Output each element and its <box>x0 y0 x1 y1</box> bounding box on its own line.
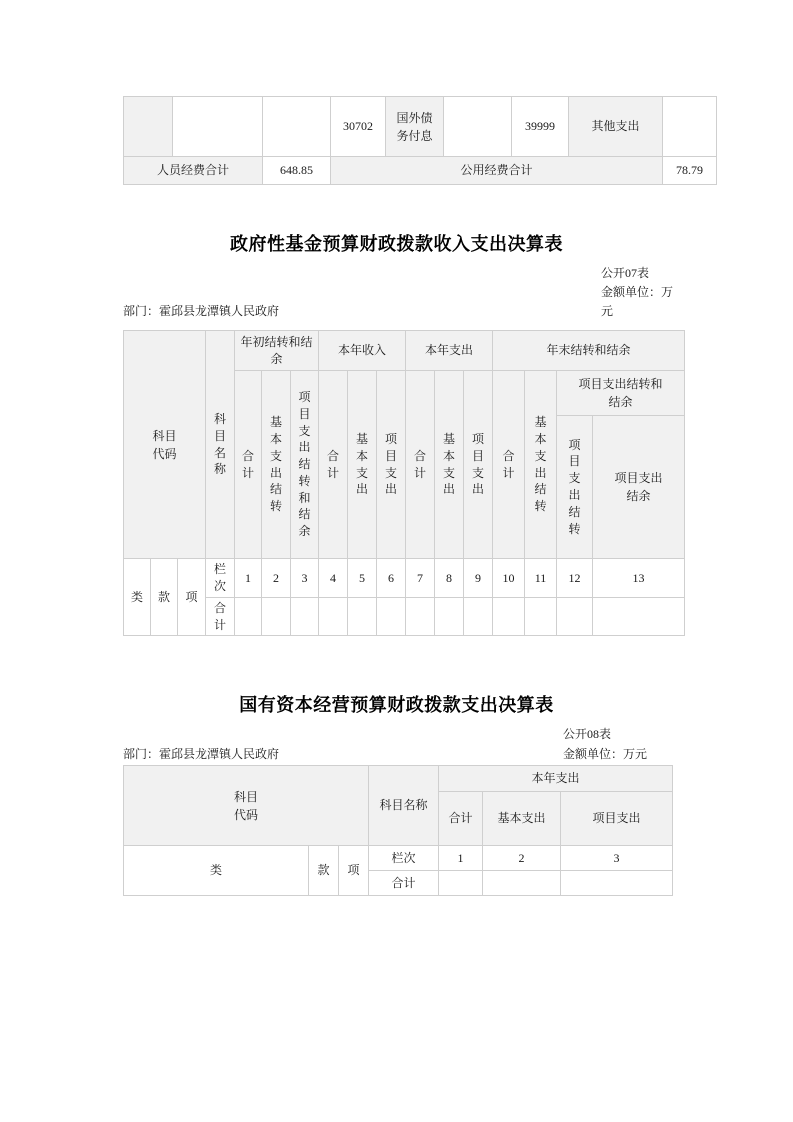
item-cell: 项 <box>178 559 206 636</box>
econ-code-cell: 39999 <box>512 97 569 157</box>
begin-basic-carryover-text: 基本支出结转 <box>269 415 282 514</box>
fund-table-title: 政府性基金预算财政拨款收入支出决算表 <box>230 234 563 254</box>
column-index-1: 1 <box>439 846 483 871</box>
end-project-subgroup-header <box>557 371 685 416</box>
empty-value-cell <box>483 871 561 896</box>
expense-basic-header: 基本支出 <box>483 792 561 846</box>
column-index-7: 7 <box>406 559 435 598</box>
sheet-number-08: 公开08表 <box>563 727 612 741</box>
income-project-header <box>377 371 406 559</box>
column-index-11: 11 <box>525 559 557 598</box>
amount-unit-08: 金额单位：万元 <box>563 747 648 761</box>
income-total-header <box>319 371 348 559</box>
amount-unit-07: 金额单位：万元 <box>601 285 674 319</box>
subject-code-header <box>124 766 369 846</box>
basic-expenditure-table-fragment <box>123 96 717 185</box>
column-index-3: 3 <box>291 559 319 598</box>
total-row-label <box>206 598 235 636</box>
empty-value-cell <box>593 598 685 636</box>
year-expense-group-header: 本年支出 <box>439 766 673 792</box>
income-basic-header <box>348 371 377 559</box>
empty-cell <box>124 97 173 157</box>
public-funds-total-label: 公用经费合计 <box>331 157 663 185</box>
column-index-9: 9 <box>464 559 493 598</box>
end-project-balance-header <box>593 416 685 559</box>
column-index-1: 1 <box>235 559 262 598</box>
begin-total-text: 合计 <box>241 448 254 480</box>
subject-code-text: 科目代码 <box>233 789 258 822</box>
expense-project-header <box>464 371 493 559</box>
year-expense-group-header: 本年支出 <box>406 331 493 371</box>
column-index-10: 10 <box>493 559 525 598</box>
expense-total-header: 合计 <box>439 792 483 846</box>
expense-basic-text: 基本支出 <box>442 431 455 497</box>
empty-value-cell <box>377 598 406 636</box>
year-income-group-header: 本年收入 <box>319 331 406 371</box>
begin-basic-carryover-header <box>262 371 291 559</box>
capital-table-title: 国有资本经营预算财政拨款支出决算表 <box>239 695 554 715</box>
sheet-number-07: 公开07表 <box>601 266 650 280</box>
fund-budget-table <box>123 330 685 636</box>
empty-value-cell <box>291 598 319 636</box>
empty-value-cell <box>464 598 493 636</box>
empty-value-cell <box>439 871 483 896</box>
empty-value-cell <box>525 598 557 636</box>
expense-project-text: 项目支出 <box>471 431 484 497</box>
column-index-8: 8 <box>435 559 464 598</box>
column-index-13: 13 <box>593 559 685 598</box>
empty-cell <box>173 97 263 157</box>
end-basic-carryover-header <box>525 371 557 559</box>
end-balance-group-header: 年末结转和结余 <box>493 331 685 371</box>
end-total-text: 合计 <box>502 448 515 480</box>
column-index-12: 12 <box>557 559 593 598</box>
empty-value-cell <box>348 598 377 636</box>
column-index-5: 5 <box>348 559 377 598</box>
income-basic-text: 基本支出 <box>355 431 368 497</box>
column-index-6: 6 <box>377 559 406 598</box>
empty-value-cell <box>557 598 593 636</box>
column-index-2: 2 <box>483 846 561 871</box>
column-index-4: 4 <box>319 559 348 598</box>
department-line-07: 部门：霍邱县龙潭镇人民政府 <box>123 304 280 318</box>
begin-project-carryover-header <box>291 371 319 559</box>
econ-name-cell: 其他支出 <box>569 97 663 157</box>
end-project-subgroup-text: 项目支出结转和结余 <box>578 377 663 409</box>
end-project-carryover-header <box>557 416 593 559</box>
column-index-3: 3 <box>561 846 673 871</box>
expense-project-header: 项目支出 <box>561 792 673 846</box>
expense-basic-header <box>435 371 464 559</box>
column-index-label <box>206 559 235 598</box>
subject-name-header <box>206 331 235 559</box>
empty-cell <box>663 97 717 157</box>
public-funds-total-value: 78.79 <box>663 157 717 185</box>
end-basic-carryover-text: 基本支出结转 <box>534 415 547 514</box>
personnel-total-value: 648.85 <box>263 157 331 185</box>
item-cell: 项 <box>339 846 369 896</box>
econ-code-cell: 30702 <box>331 97 386 157</box>
econ-name-text: 国外债务付息 <box>396 110 433 143</box>
begin-project-carryover-text: 项目支出结转和结余 <box>298 389 311 539</box>
column-index-2: 2 <box>262 559 291 598</box>
subject-name-header: 科目名称 <box>369 766 439 846</box>
income-project-text: 项目支出 <box>384 431 397 497</box>
expense-total-header <box>406 371 435 559</box>
empty-value-cell <box>493 598 525 636</box>
section-cell: 款 <box>309 846 339 896</box>
section-cell: 款 <box>151 559 178 636</box>
econ-name-cell <box>386 97 444 157</box>
end-project-balance-text: 项目支出结余 <box>614 471 663 503</box>
class-cell: 类 <box>124 559 151 636</box>
end-total-header <box>493 371 525 559</box>
personnel-total-label: 人员经费合计 <box>124 157 263 185</box>
department-line-08: 部门：霍邱县龙潭镇人民政府 <box>123 747 280 761</box>
column-index-label: 栏次 <box>369 846 439 871</box>
subject-code-text: 科目代码 <box>152 428 177 461</box>
empty-value-cell <box>319 598 348 636</box>
begin-balance-group-header: 年初结转和结余 <box>235 331 319 371</box>
class-cell: 类 <box>124 846 309 896</box>
empty-value-cell <box>406 598 435 636</box>
total-row-label: 合计 <box>369 871 439 896</box>
empty-cell <box>444 97 512 157</box>
column-index-text: 栏次 <box>213 562 226 593</box>
total-row-text: 合计 <box>213 600 226 632</box>
empty-value-cell <box>262 598 291 636</box>
expense-total-text: 合计 <box>413 448 426 480</box>
empty-value-cell <box>435 598 464 636</box>
income-total-text: 合计 <box>326 448 339 480</box>
empty-cell <box>263 97 331 157</box>
end-project-carryover-text: 项目支出结转 <box>568 437 581 536</box>
begin-total-header <box>235 371 262 559</box>
empty-value-cell <box>235 598 262 636</box>
subject-code-header <box>124 331 206 559</box>
empty-value-cell <box>561 871 673 896</box>
subject-name-text: 科目名称 <box>213 411 226 477</box>
capital-budget-table <box>123 765 673 896</box>
